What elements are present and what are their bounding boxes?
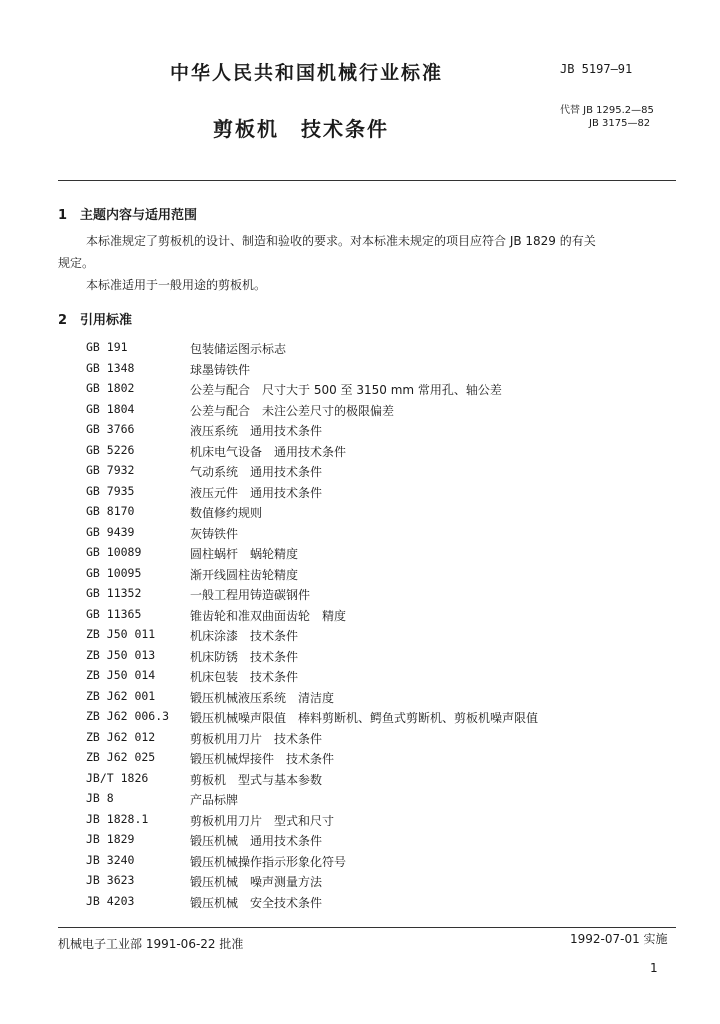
ref-title: 锥齿轮和准双曲面齿轮 精度 (190, 608, 347, 623)
header-rule (58, 180, 676, 181)
ref-title: 机床包装 技术条件 (190, 670, 299, 684)
ref-title: 灰铸铁件 (190, 526, 239, 541)
ref-title: 数值修约规则 (190, 506, 263, 520)
ref-title: 液压元件 通用技术条件 (190, 485, 323, 500)
ref-code: GB 1804 (86, 401, 135, 416)
section-1-para-2: 本标准适用于一般用途的剪板机。 (86, 278, 267, 292)
ref-title: 公差与配合 尺寸大于 500 至 3150 mm 常用孔、轴公差 (190, 383, 502, 397)
ref-code: GB 1348 (86, 360, 135, 375)
ref-title: 球墨铸铁件 (190, 362, 251, 377)
ref-code: GB 11365 (86, 606, 142, 621)
ref-code: JB 8 (86, 791, 114, 805)
ref-code: GB 10089 (86, 545, 142, 559)
ref-title: 机床防锈 技术条件 (190, 649, 299, 664)
ref-code: GB 10095 (86, 565, 142, 580)
ref-title: 锻压机械 通用技术条件 (190, 834, 323, 848)
ref-code: GB 11352 (86, 586, 142, 600)
ref-title: 锻压机械焊接件 技术条件 (190, 752, 335, 766)
ref-code: ZB J62 025 (86, 750, 156, 764)
section-1-para-1-line-1: 本标准规定了剪板机的设计、制造和验收的要求。对本标准未规定的项目应符合 JB 1829 的有关 (86, 234, 596, 248)
section-1-heading: 1 主题内容与适用范围 (58, 208, 198, 223)
ref-code: JB 3240 (86, 852, 135, 867)
ref-code: GB 7935 (86, 483, 135, 498)
ref-code: GB 7932 (86, 463, 135, 477)
ref-code: ZB J62 012 (86, 729, 156, 744)
ref-code: JB 1828.1 (86, 811, 149, 826)
replaces-line-2: JB 3175—82 (589, 118, 651, 129)
document-title: 剪板机 技术条件 (213, 117, 389, 141)
ref-title: 机床涂漆 技术条件 (190, 629, 299, 643)
ref-code: ZB J62 001 (86, 688, 156, 703)
ref-code: JB 3623 (86, 873, 135, 887)
ref-code: JB 1829 (86, 832, 135, 846)
ref-title: 锻压机械噪声限值 棒料剪断机、鳄鱼式剪断机、剪板机噪声限值 (190, 711, 539, 725)
ref-code: GB 191 (86, 340, 128, 354)
ref-code: GB 3766 (86, 422, 135, 436)
ref-code: GB 1802 (86, 381, 135, 395)
approval-line: 机械电子工业部 1991-06-22 批准 (58, 937, 244, 951)
ref-code: ZB J50 014 (86, 668, 156, 682)
ref-title: 液压系统 通用技术条件 (190, 424, 323, 438)
ref-title: 剪板机用刀片 技术条件 (190, 731, 323, 746)
ref-code: JB 4203 (86, 893, 135, 908)
ref-title: 剪板机用刀片 型式和尺寸 (190, 813, 335, 828)
ref-title: 剪板机 型式与基本参数 (190, 772, 323, 787)
ref-title: 渐开线圆柱齿轮精度 (190, 567, 299, 582)
ref-title: 公差与配合 未注公差尺寸的极限偏差 (190, 403, 395, 418)
ref-code: ZB J62 006.3 (86, 709, 170, 723)
ref-code: JB/T 1826 (86, 770, 149, 785)
ref-code: ZB J50 011 (86, 627, 156, 641)
section-1-para-1-line-2: 规定。 (58, 256, 95, 270)
ref-title: 锻压机械液压系统 清洁度 (190, 690, 335, 705)
ref-code: ZB J50 013 (86, 647, 156, 662)
page-number: 1 (650, 961, 658, 975)
replaces-note (560, 104, 654, 130)
ref-title: 圆柱蜗杆 蜗轮精度 (190, 547, 299, 561)
ref-title: 产品标牌 (190, 793, 239, 807)
ref-title: 锻压机械操作指示形象化符号 (190, 854, 347, 869)
ref-code: GB 8170 (86, 504, 135, 518)
ref-title: 一般工程用铸造碳钢件 (190, 588, 311, 602)
ref-title: 机床电气设备 通用技术条件 (190, 444, 347, 459)
replaces-line-1: 代替 JB 1295.2—85 (560, 105, 654, 116)
standard-code: JB 5197—91 (560, 62, 633, 76)
ref-title: 锻压机械 噪声测量方法 (190, 875, 323, 889)
ref-title: 气动系统 通用技术条件 (190, 465, 323, 479)
ref-title: 包装储运图示标志 (190, 342, 287, 356)
issuing-organization: 中华人民共和国机械行业标准 (170, 62, 444, 84)
ref-title: 锻压机械 安全技术条件 (190, 895, 323, 910)
effective-date: 1992-07-01 实施 (570, 932, 668, 946)
section-2-heading: 2 引用标准 (58, 313, 133, 328)
ref-code: GB 9439 (86, 524, 135, 539)
footer-rule (58, 927, 676, 928)
ref-code: GB 5226 (86, 442, 135, 457)
